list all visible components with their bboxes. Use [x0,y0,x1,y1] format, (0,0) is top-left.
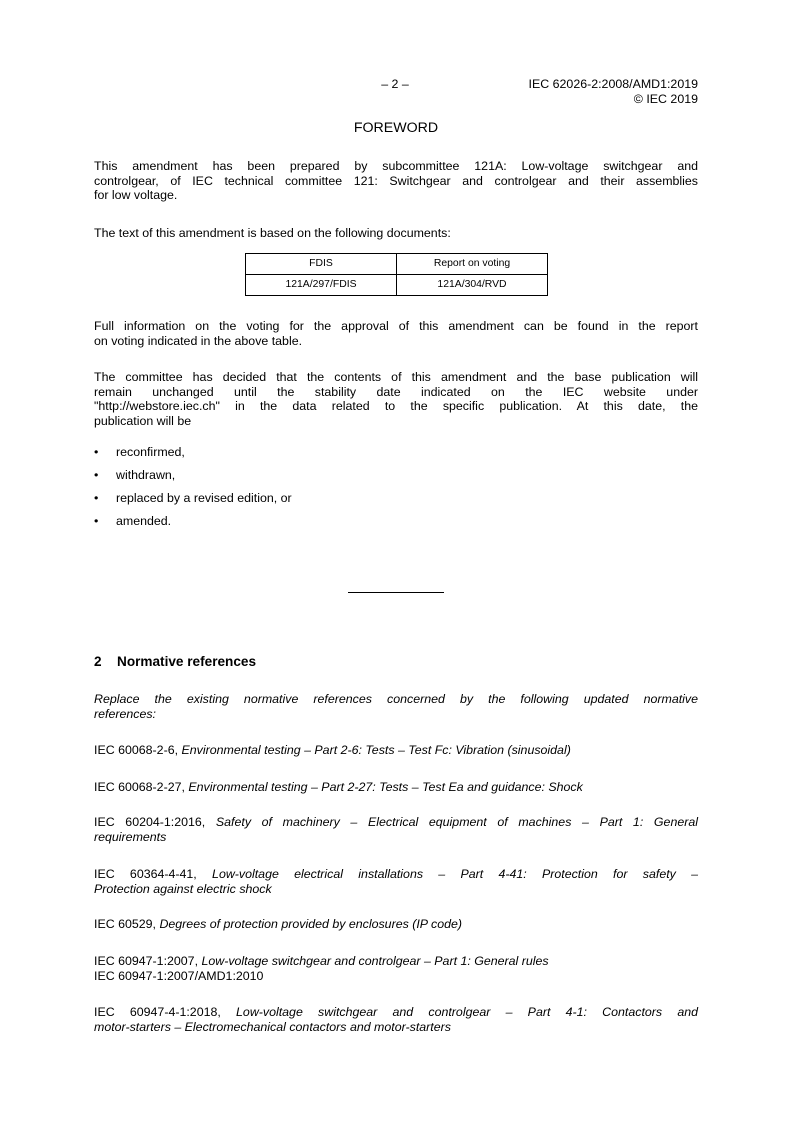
reference-entry [94,743,698,758]
reference-id: IEC 60947-4-1:2018, [94,1005,221,1019]
bullet-marker: • [94,491,99,505]
document-id: IEC 62026-2:2008/AMD1:2019 [528,77,698,91]
text-line: on voting indicated in the above table. [94,333,303,348]
text-line: motor-starters – Electromechanical contactors and motor-starters [94,1019,451,1034]
text-line: The committee has decided that the contents of this amendment and the base publication will [94,370,698,384]
reference-id: IEC 60068-2-6, [94,743,179,757]
reference-entry [94,780,698,795]
reference-entry [94,917,698,932]
reference-entry [94,954,698,983]
reference-title: Environmental testing – Part 2-6: Tests – Test Fc: Vibration (sinusoidal) [181,743,571,757]
section-number: 2 [94,654,102,669]
reference-entry [94,867,698,896]
table-header-cell: Report on voting [397,254,548,275]
table-row [246,275,548,296]
page-number: – 2 – [381,77,409,91]
text-line: Protection against electric shock [94,881,272,896]
copyright-notice: © IEC 2019 [633,92,698,106]
reference-title: Low-voltage switchgear and controlgear – Part 1: General rules [201,954,549,968]
reference-entry [94,1005,698,1034]
reference-title: Degrees of protection provided by enclosures (IP code) [159,917,463,931]
text-line: This amendment has been prepared by subcommittee 121A: Low-voltage switchgear and [94,159,698,173]
text-line [94,780,698,795]
table-cell: 121A/304/RVD [397,275,548,296]
text-line [94,743,698,758]
foreword-title: FOREWORD [353,120,439,136]
text-line [94,815,698,830]
text-line: remain unchanged until the stability date indicated on the IEC website under [94,384,698,399]
section-intro [94,692,698,721]
bullet-marker: • [94,468,99,482]
bullet-marker: • [94,514,99,528]
text-line: Full information on the voting for the approval of this amendment can be found in the report [94,319,698,333]
reference-title: Low-voltage electrical installations – Part 4-41: Protection for safety – [212,867,699,881]
foreword-paragraph-1 [94,159,698,203]
separator-rule [348,592,444,593]
reference-id: IEC 60364-4-41, [94,867,197,881]
reference-title: Safety of machinery – Electrical equipment of machines – Part 1: General [215,815,698,829]
text-line [94,954,698,969]
text-line: publication will be [94,413,192,428]
list-item: amended. [116,514,172,528]
table-header-cell: FDIS [246,254,397,275]
reference-id: IEC 60068-2-27, [94,780,185,794]
text-line: "http://webstore.iec.ch" in the data related to the specific publication. At this date, the [94,399,698,414]
bullet-marker: • [94,445,99,459]
text-line [94,1005,698,1020]
text-line: Replace the existing normative references concerned by the following updated normative [94,692,698,706]
voting-documents-table [245,253,548,296]
list-item: reconfirmed, [116,445,185,459]
text-line: controlgear, of IEC technical committee 121: Switchgear and controlgear and their assemblies [94,173,698,188]
list-item: withdrawn, [116,468,176,482]
text-line: for low voltage. [94,188,178,203]
reference-title: Low-voltage switchgear and controlgear – Part 4-1: Contactors and [236,1005,698,1019]
reference-id: IEC 60529, [94,917,156,931]
reference-entry [94,815,698,844]
list-item: replaced by a revised edition, or [116,491,292,505]
text-line [94,917,698,932]
section-heading [94,655,698,670]
reference-id: IEC 60947-1:2007, [94,954,199,968]
text-line: requirements [94,829,167,844]
foreword-paragraph-3 [94,319,698,348]
text-line: references: [94,706,156,721]
reference-amendment: IEC 60947-1:2007/AMD1:2010 [94,968,264,983]
table-header-row [246,254,548,275]
foreword-paragraph-2 [94,226,698,241]
text-line: The text of this amendment is based on the following documents: [94,226,451,240]
foreword-paragraph-4 [94,370,698,428]
reference-title: Environmental testing – Part 2-27: Tests – Test Ea and guidance: Shock [188,780,583,794]
text-line [94,867,698,882]
reference-id: IEC 60204-1:2016, [94,815,206,829]
section-title: Normative references [117,654,257,669]
table-cell: 121A/297/FDIS [246,275,397,296]
